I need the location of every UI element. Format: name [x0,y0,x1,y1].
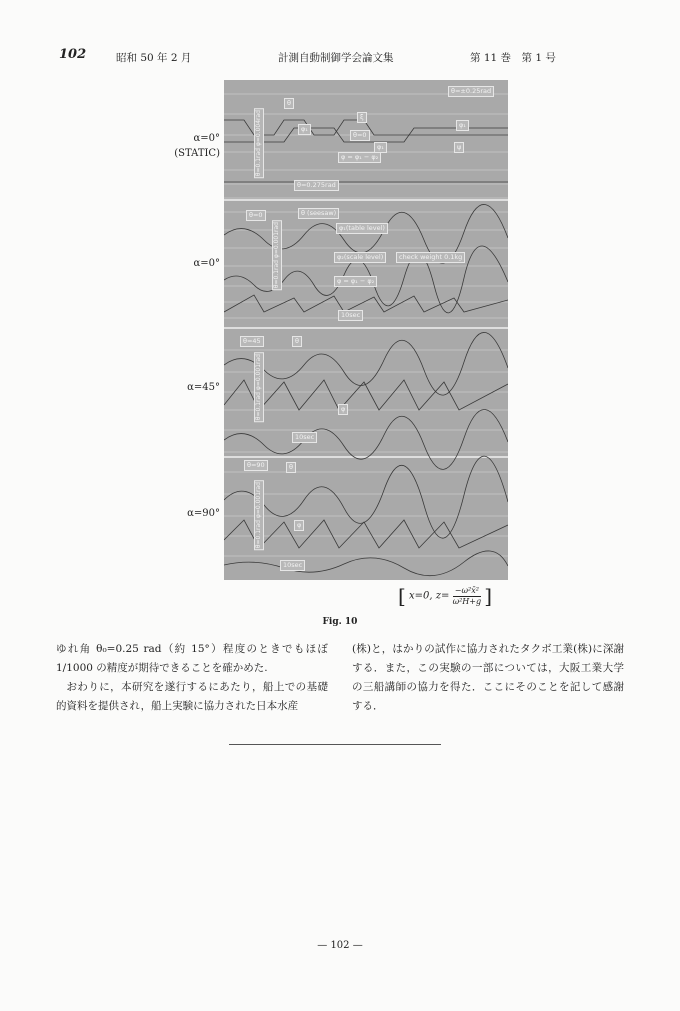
bracket-right: ] [484,584,493,608]
formula-lhs: x=0, z= [409,590,450,602]
alpha-label-90: α=90° [187,508,220,519]
static-label: (STATIC) [174,148,220,159]
trace-psi-label: ψ [454,142,464,153]
scale-label-alpha0: θ=0.1rad φ=0.001rad [273,222,280,289]
formula-fraction [453,586,482,607]
theta-45-label: θ=45 [240,336,264,347]
trace-theta-label-90: θ [286,462,296,473]
scale-label-alpha90: θ=0.1rad φ=0.001rad [255,482,262,549]
seesaw-label: θ (seesaw) [298,208,339,219]
page-number: 102 [59,47,87,62]
scale-label-static: θ=0.1rad φ=0.004rad [255,110,262,177]
alpha-label-45: α=45° [187,382,220,393]
trace-phi-label-45: φ [338,404,348,415]
time-marker-10sec-90: 10sec [280,560,305,571]
trace-phi1-label: φ₁ [298,124,311,135]
trace-theta-label-45: θ [292,336,302,347]
trace-phi1-label-3: φ₁ [374,142,387,153]
phi-difference-label: φ = φ₁ − φ₂ [338,152,381,163]
trace-phi1-label-2: φ₁ [456,120,469,131]
scale-level-label: φ₂(scale level) [334,252,386,263]
phi-difference-label-2: φ = φ₁ − φ₂ [334,276,377,287]
left-paragraph-1: ゆれ角 θ₀=0.25 rad（約 15°）程度のときでもほぼ 1/1000 の精度が期待できることを確かめた. [56,643,328,674]
oscillograph-record [224,80,508,580]
left-column [56,640,328,716]
issue-date: 昭和 50 年 2 月 [116,52,192,64]
time-marker-10sec: 10sec [338,310,363,321]
theta-amplitude-label: θ=±0.25rad [448,86,494,97]
left-paragraph-2: おわりに，本研究を遂行するにあたり，船上での基礎的資料を提供され，船上実験に協力された日本水産 [56,681,328,712]
theta-90-label: θ=90 [244,460,268,471]
right-column [352,640,624,716]
table-level-label: φ₁(table level) [336,223,388,234]
trace-xi-label: ξ [357,112,367,123]
scale-label-alpha45: θ=0.1rad φ=0.001rad [255,354,262,421]
figure-formula [398,584,492,608]
bracket-left: [ [398,584,406,608]
volume-issue: 第 11 巻 第 1 号 [470,52,556,64]
trace-phi-label-90: φ [294,520,304,531]
formula-denominator: ω²H+g [452,596,482,606]
alpha-label-0: α=0° [193,258,220,269]
formula-numerator: −ω²x̄² [453,586,482,597]
section-rule [229,744,441,745]
check-weight-label: check weight 0.1kg [396,252,465,263]
figure-caption: Fig. 10 [322,617,358,627]
trace-theta-label: θ [284,98,294,109]
theta-zero-label: θ=0 [350,130,370,141]
alpha-label-static: α=0° [193,133,220,144]
theta-zero-label-2: θ=0 [246,210,266,221]
footer-page-number: — 102 — [317,940,363,951]
time-marker-10sec-45: 10sec [292,432,317,443]
right-paragraph-1: (株)と，はかりの試作に協力されたタクボ工業(株)に深謝する．また，この実験の一部については，大阪工業大学の三船講師の協力を得た．ここにそのことを記して感謝する． [352,643,624,712]
journal-title: 計測自動制御学会論文集 [278,52,394,64]
theta-amplitude-label-2: θ=0.275rad [294,180,339,191]
